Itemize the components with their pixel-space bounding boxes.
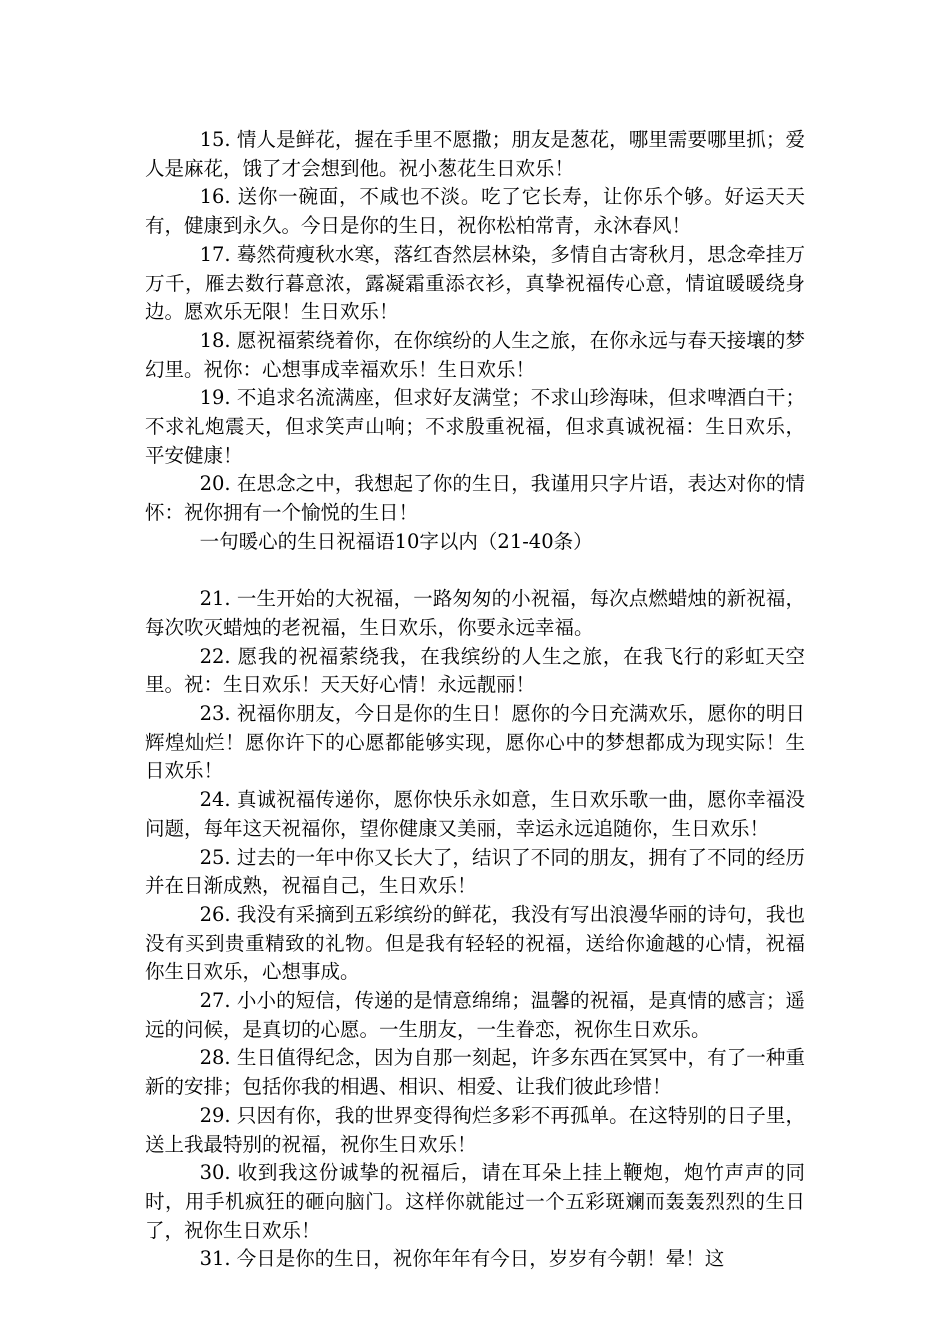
paragraph-28: 28. 生日值得纪念，因为自那一刻起，许多东西在冥冥中，有了一种重新的安排；包括你我的相遇、相识、相爱、让我们彼此珍惜！ — [145, 1046, 805, 1099]
paragraph-19: 19. 不追求名流满座，但求好友满堂；不求山珍海味，但求啤酒白干；不求礼炮震天，但求笑声山响；不求殷重祝福，但求真诚祝福：生日欢乐，平安健康！ — [145, 386, 805, 467]
paragraph-30: 30. 收到我这份诚挚的祝福后，请在耳朵上挂上鞭炮，炮竹声声的同时，用手机疯狂的砸向脑门。这样你就能过一个五彩斑斓而轰轰烈烈的生日了，祝你生日欢乐！ — [145, 1161, 805, 1242]
paragraph-18: 18. 愿祝福萦绕着你，在你缤纷的人生之旅，在你永远与春天接壤的梦幻里。祝你：心想事成幸福欢乐！生日欢乐！ — [145, 328, 805, 381]
paragraph-20: 20. 在思念之中，我想起了你的生日，我谨用只字片语，表达对你的情怀：祝你拥有一个愉悦的生日！ — [145, 472, 805, 525]
paragraph-15: 15. 情人是鲜花，握在手里不愿撒；朋友是葱花，哪里需要哪里抓；爱人是麻花，饿了才会想到他。祝小葱花生日欢乐！ — [145, 128, 805, 180]
document-body — [145, 126, 805, 1274]
paragraph-22: 22. 愿我的祝福萦绕我，在我缤纷的人生之旅，在我飞行的彩虹天空里。祝：生日欢乐！天天好心情！永远靓丽！ — [145, 644, 805, 697]
paragraph-27: 27. 小小的短信，传递的是情意绵绵；温馨的祝福，是真情的感言；遥远的问候，是真切的心愿。一生朋友，一生眷恋，祝你生日欢乐。 — [145, 989, 805, 1041]
blank-line — [145, 557, 805, 586]
paragraph-17: 17. 蓦然荷瘦秋水寒，落红杳然层林染，多情自古寄秋月，思念牵挂万万千，雁去数行暮意浓，露凝霜重添衣衫，真挚祝福传心意，情谊暖暖绕身边。愿欢乐无限！生日欢乐！ — [145, 242, 805, 324]
paragraph-25: 25. 过去的一年中你又长大了，结识了不同的朋友，拥有了不同的经历并在日渐成熟，祝福自己，生日欢乐！ — [145, 845, 805, 898]
paragraph-16: 16. 送你一碗面，不咸也不淡。吃了它长寿，让你乐个够。好运天天有，健康到永久。今日是你的生日，祝你松柏常青，永沐春风！ — [145, 185, 805, 238]
paragraph-29: 29. 只因有你，我的世界变得徇烂多彩不再孤单。在这特别的日子里，送上我最特别的祝福，祝你生日欢乐！ — [145, 1103, 805, 1156]
paragraph-23: 23. 祝福你朋友，今日是你的生日！愿你的今日充满欢乐，愿你的明日辉煌灿烂！愿你许下的心愿都能够实现，愿你心中的梦想都成为现实际！生日欢乐！ — [145, 702, 805, 783]
paragraph-31: 31. 今日是你的生日，祝你年年有今日，岁岁有今朝！晕！这 — [199, 1247, 725, 1271]
paragraph-21: 21. 一生开始的大祝福，一路匆匆的小祝福，每次点燃蜡烛的新祝福，每次吹灭蜡烛的老祝福，生日欢乐，你要永远幸福。 — [145, 587, 805, 639]
section-heading: 一句暖心的生日祝福语10字以内（21-40条） — [199, 529, 593, 553]
paragraph-26: 26. 我没有采摘到五彩缤纷的鲜花，我没有写出浪漫华丽的诗句，我也没有买到贵重精致的礼物。但是我有轻轻的祝福，送给你逾越的心情，祝福你生日欢乐，心想事成。 — [145, 902, 805, 984]
paragraph-24: 24. 真诚祝福传递你，愿你快乐永如意，生日欢乐歌一曲，愿你幸福没问题，每年这天祝福你，望你健康又美丽，幸运永远追随你，生日欢乐！ — [145, 788, 805, 840]
